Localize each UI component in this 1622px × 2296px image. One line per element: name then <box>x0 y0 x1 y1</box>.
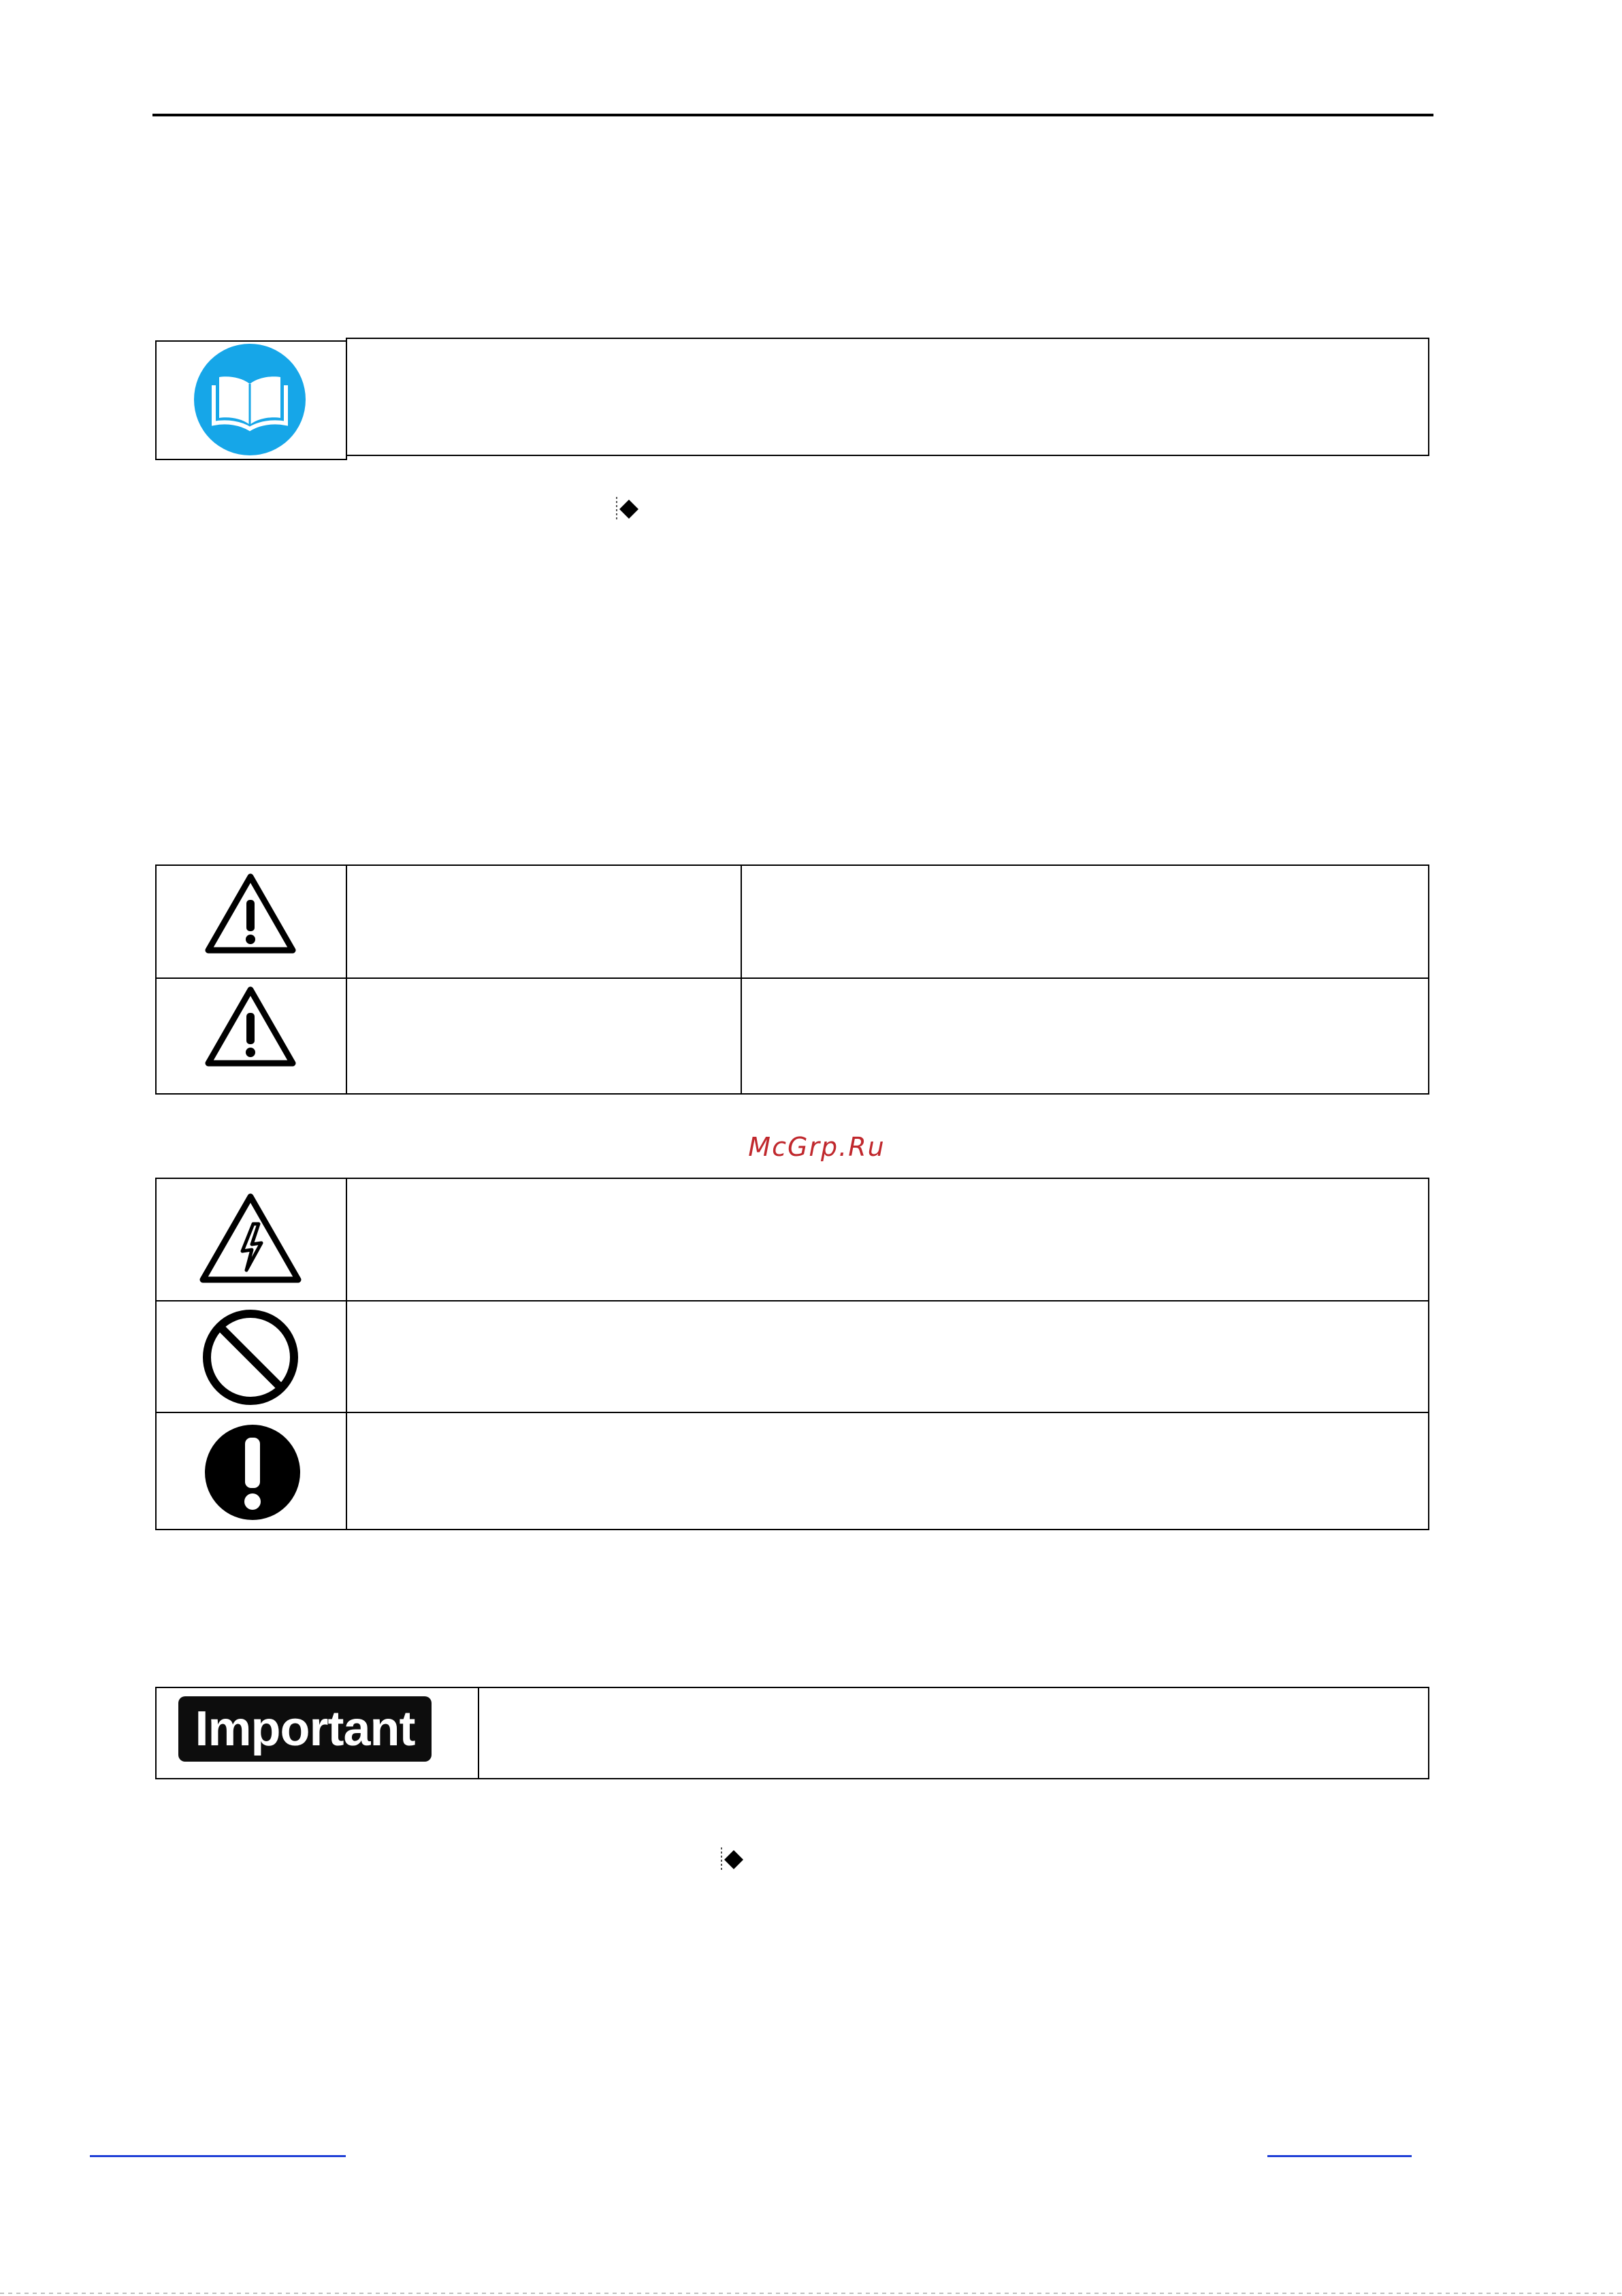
warning-triangle-icon <box>203 984 298 1069</box>
footer-link-left[interactable] <box>90 2155 346 2157</box>
diamond-bullet-icon <box>717 1846 746 1873</box>
book-read-manual-icon <box>193 343 306 456</box>
diamond-bullet-icon <box>613 496 641 523</box>
page-bottom-dotted-edge <box>0 2293 1622 2294</box>
footer-link-right[interactable] <box>1267 2155 1412 2157</box>
mandatory-action-icon <box>203 1423 302 1522</box>
warning-triangle-icon <box>203 871 298 956</box>
prohibition-icon <box>200 1307 301 1408</box>
signal-table-col-divider-1 <box>346 864 347 1095</box>
signal-table-col-divider-2 <box>741 864 742 1095</box>
watermark: McGrp.Ru <box>748 1132 886 1162</box>
important-badge: Important <box>178 1696 432 1762</box>
header-rule <box>152 114 1433 116</box>
manual-notice-text-cell <box>346 338 1429 456</box>
symbols-table-col-divider <box>346 1178 347 1530</box>
important-table-col-divider <box>478 1687 479 1779</box>
electric-shock-icon <box>197 1191 304 1287</box>
